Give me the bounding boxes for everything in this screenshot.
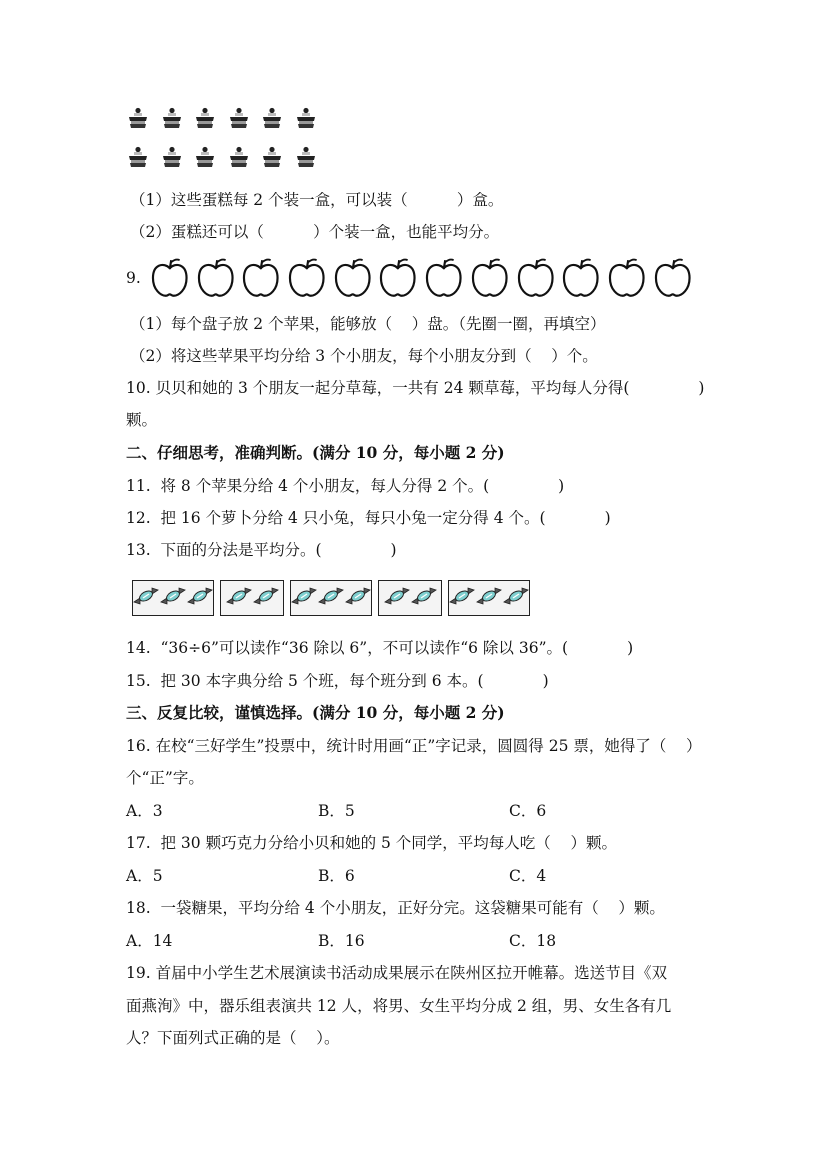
candy-boxes xyxy=(132,580,530,616)
cake-row-2 xyxy=(128,146,316,172)
q10-line1: 10. 贝贝和她的 3 个朋友一起分草莓，一共有 24 颗草莓，平均每人分得( ) xyxy=(126,379,705,397)
q8-part1: （1）这些蛋糕每 2 个装一盒，可以装（ ）盒。 xyxy=(130,191,504,209)
candy-icon xyxy=(291,586,317,610)
candy-icon xyxy=(503,586,529,610)
q14: 14. “36÷6”可以读作“36 除以 6”，不可以读作“6 除以 36”。( ) xyxy=(126,639,634,657)
cake-icon xyxy=(296,107,316,133)
q8-part2: （2）蛋糕还可以（ ）个装一盒，也能平均分。 xyxy=(130,223,500,241)
candy-icon xyxy=(345,586,371,610)
candy-icon xyxy=(411,586,437,610)
candy-box xyxy=(220,580,284,616)
q10-line2: 颗。 xyxy=(126,411,158,429)
q17-choice-a[interactable]: A．5 xyxy=(126,867,163,885)
apple-icon xyxy=(378,256,418,302)
candy-icon xyxy=(160,586,186,610)
q9-part2: （2）将这些苹果平均分给 3 个小朋友，每个小朋友分到（ ）个。 xyxy=(130,347,598,365)
candy-icon xyxy=(449,586,475,610)
q18-line1: 18. 一袋糖果，平均分给 4 个小朋友，正好分完。这袋糖果可能有（ ）颗。 xyxy=(126,899,665,917)
cake-icon xyxy=(262,146,282,172)
cake-icon xyxy=(128,107,148,133)
apple-icon xyxy=(516,256,556,302)
apple-icon xyxy=(653,256,693,302)
apple-icon xyxy=(470,256,510,302)
cake-icon xyxy=(162,107,182,133)
candy-box xyxy=(132,580,214,616)
apple-icon xyxy=(333,256,373,302)
cake-icon xyxy=(162,146,182,172)
cake-icon xyxy=(229,146,249,172)
q13: 13. 下面的分法是平均分。( ) xyxy=(126,541,397,559)
apple-icon xyxy=(150,256,190,302)
candy-icon xyxy=(476,586,502,610)
candy-icon xyxy=(133,586,159,610)
cake-row-1 xyxy=(128,107,316,133)
candy-icon xyxy=(187,586,213,610)
cake-icon xyxy=(195,107,215,133)
apple-icon xyxy=(287,256,327,302)
cake-icon xyxy=(195,146,215,172)
cake-icon xyxy=(229,107,249,133)
candy-icon xyxy=(384,586,410,610)
apple-icon xyxy=(241,256,281,302)
q18-choice-a[interactable]: A．14 xyxy=(126,932,173,950)
q16-line2: 个“正”字。 xyxy=(126,769,204,787)
section2-title: 二、仔细思考，准确判断。(满分 10 分，每小题 2 分) xyxy=(126,443,505,462)
candy-icon xyxy=(253,586,279,610)
cake-icon xyxy=(128,146,148,172)
candy-box xyxy=(448,580,530,616)
q15: 15. 把 30 本字典分给 5 个班，每个班分到 6 本。( ) xyxy=(126,672,549,690)
q19-line3: 人？下面列式正确的是（ ）。 xyxy=(126,1029,340,1047)
cake-icon xyxy=(296,146,316,172)
q19-line1: 19. 首届中小学生艺术展演读书活动成果展示在陕州区拉开帷幕。选送节目《双 xyxy=(126,964,668,982)
apple-icon xyxy=(607,256,647,302)
candy-box xyxy=(290,580,372,616)
q9-part1: （1）每个盘子放 2 个苹果，能够放（ ）盘。（先圈一圈，再填空） xyxy=(130,315,606,333)
candy-box xyxy=(378,580,442,616)
cake-icon xyxy=(262,107,282,133)
candy-icon xyxy=(318,586,344,610)
q16-choice-b[interactable]: B．5 xyxy=(318,802,355,820)
q16-choice-c[interactable]: C．6 xyxy=(509,802,547,820)
q16-choice-a[interactable]: A．3 xyxy=(126,802,163,820)
q18-choice-b[interactable]: B．16 xyxy=(318,932,365,950)
q9-number: 9. xyxy=(126,269,141,287)
q12: 12. 把 16 个萝卜分给 4 只小兔，每只小兔一定分得 4 个。( ) xyxy=(126,509,611,527)
q17-line1: 17. 把 30 颗巧克力分给小贝和她的 5 个同学，平均每人吃（ ）颗。 xyxy=(126,834,618,852)
apple-icon xyxy=(424,256,464,302)
candy-icon xyxy=(226,586,252,610)
q19-line2: 面燕洵》中，器乐组表演共 12 人，将男、女生平均分成 2 组，男、女生各有几 xyxy=(126,997,672,1015)
q17-choice-c[interactable]: C．4 xyxy=(509,867,547,885)
apple-icon xyxy=(196,256,236,302)
section3-title: 三、反复比较，谨慎选择。(满分 10 分，每小题 2 分) xyxy=(126,703,505,722)
apple-row xyxy=(150,256,692,302)
q17-choice-b[interactable]: B．6 xyxy=(318,867,355,885)
apple-icon xyxy=(561,256,601,302)
q16-line1: 16. 在校“三好学生”投票中，统计时用画“正”字记录，圆圆得 25 票，她得了（ ） xyxy=(126,737,702,755)
q18-choice-c[interactable]: C．18 xyxy=(509,932,557,950)
q11: 11. 将 8 个苹果分给 4 个小朋友，每人分得 2 个。( ) xyxy=(126,477,565,495)
